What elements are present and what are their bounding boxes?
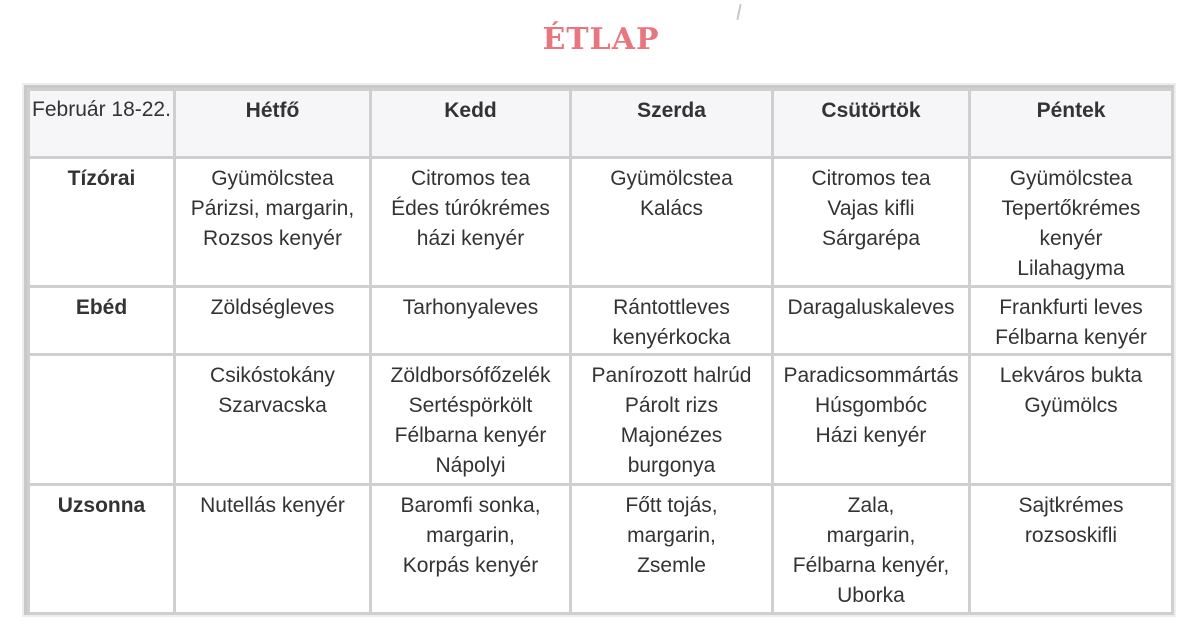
menu-line: Majonézes bbox=[620, 424, 723, 447]
menu-cell bbox=[571, 158, 773, 287]
menu-line: Paradicsommártás bbox=[783, 364, 959, 387]
menu-line: Rozsos kenyér bbox=[203, 227, 342, 250]
menu-line: Baromfi sonka, bbox=[400, 494, 541, 517]
menu-cell bbox=[970, 158, 1173, 287]
meal-label: Tízórai bbox=[29, 158, 175, 287]
menu-line: kenyér bbox=[1039, 227, 1103, 250]
menu-line: Gyümölcstea bbox=[610, 167, 733, 190]
menu-line: Párizsi, margarin, bbox=[190, 197, 355, 220]
scan-mark bbox=[736, 4, 741, 20]
menu-line: házi kenyér bbox=[416, 227, 525, 250]
menu-cell bbox=[175, 287, 371, 355]
menu-line: Kalács bbox=[639, 197, 704, 220]
menu-cell bbox=[773, 287, 970, 355]
menu-cell bbox=[773, 355, 970, 485]
menu-cell bbox=[371, 485, 571, 614]
menu-cell bbox=[371, 158, 571, 287]
menu-line: Csikóstokány bbox=[210, 364, 335, 387]
menu-line: Panírozott halrúd bbox=[591, 364, 752, 387]
menu-line: kenyérkocka bbox=[612, 326, 731, 349]
menu-cell bbox=[175, 485, 371, 614]
menu-cell bbox=[970, 355, 1173, 485]
day-header: Csütörtök bbox=[773, 90, 970, 158]
menu-line: Félbarna kenyér, bbox=[792, 554, 950, 577]
meal-row-tizorai bbox=[29, 158, 1173, 287]
page-title: ÉTLAP bbox=[542, 22, 660, 57]
day-header: Péntek bbox=[970, 90, 1173, 158]
menu-line: Lilahagyma bbox=[1017, 257, 1125, 280]
menu-cell bbox=[571, 355, 773, 485]
menu-line: Szarvacska bbox=[218, 394, 327, 417]
menu-line: margarin, bbox=[826, 524, 916, 547]
menu-cell bbox=[571, 485, 773, 614]
menu-line: Nápolyi bbox=[435, 454, 506, 477]
menu-line: rozsoskifli bbox=[1024, 524, 1118, 547]
meal-label bbox=[29, 355, 175, 485]
menu-line: Sajtkrémes bbox=[1018, 494, 1124, 517]
menu-line: Édes túrókrémes bbox=[391, 197, 550, 220]
menu-line: Félbarna kenyér bbox=[394, 424, 547, 447]
menu-cell bbox=[175, 158, 371, 287]
header-row bbox=[29, 90, 1173, 158]
meal-row-ebed bbox=[29, 287, 1173, 355]
menu-line: burgonya bbox=[627, 454, 716, 477]
menu-line: Nutellás kenyér bbox=[200, 494, 345, 517]
menu-line: Főtt tojás, bbox=[625, 494, 718, 517]
day-header: Szerda bbox=[571, 90, 773, 158]
menu-line: Gyümölcstea bbox=[211, 167, 334, 190]
meal-label: Ebéd bbox=[29, 287, 175, 355]
menu-line: Félbarna kenyér bbox=[995, 326, 1147, 349]
meal-row-uzsonna bbox=[29, 485, 1173, 614]
menu-line: Tarhonyaleves bbox=[402, 296, 539, 319]
menu-line: Rántottleves bbox=[613, 296, 730, 319]
menu-line: margarin, bbox=[426, 524, 515, 547]
menu-line: Sertéspörkölt bbox=[408, 394, 533, 417]
menu-table bbox=[27, 88, 1174, 615]
meal-row-ebed-main bbox=[29, 355, 1173, 485]
menu-line: Uborka bbox=[837, 584, 905, 607]
menu-line: Korpás kenyér bbox=[402, 554, 539, 577]
menu-line: Húsgombóc bbox=[814, 394, 928, 417]
menu-line: Zsemle bbox=[637, 554, 706, 577]
menu-line: Párolt rizs bbox=[624, 394, 719, 417]
menu-line: Zala, bbox=[847, 494, 895, 517]
menu-line: Lekváros bukta bbox=[999, 364, 1143, 387]
date-range: Február 18-22. bbox=[29, 90, 175, 158]
menu-line: margarin, bbox=[627, 524, 716, 547]
menu-line: Zöldborsófőzelék bbox=[390, 364, 551, 387]
menu-cell bbox=[773, 158, 970, 287]
meal-label: Uzsonna bbox=[29, 485, 175, 614]
menu-line: Daragaluskaleves bbox=[787, 296, 955, 319]
menu-cell bbox=[773, 485, 970, 614]
menu-line: Frankfurti leves bbox=[999, 296, 1143, 319]
menu-cell bbox=[371, 355, 571, 485]
menu-line: Citromos tea bbox=[410, 167, 531, 190]
menu-cell bbox=[970, 287, 1173, 355]
menu-line: Sárgarépa bbox=[821, 227, 921, 250]
menu-line: Tepertőkrémes bbox=[1001, 197, 1141, 220]
menu-cell bbox=[970, 485, 1173, 614]
menu-line: Gyümölcstea bbox=[1009, 167, 1133, 190]
day-header: Kedd bbox=[371, 90, 571, 158]
menu-line: Vajas kifli bbox=[827, 197, 915, 220]
menu-line: Zöldségleves bbox=[210, 296, 335, 319]
menu-line: Házi kenyér bbox=[815, 424, 927, 447]
menu-line: Citromos tea bbox=[811, 167, 931, 190]
menu-cell bbox=[371, 287, 571, 355]
menu-cell bbox=[175, 355, 371, 485]
day-header: Hétfő bbox=[175, 90, 371, 158]
menu-cell bbox=[571, 287, 773, 355]
menu-line: Gyümölcs bbox=[1024, 394, 1118, 417]
